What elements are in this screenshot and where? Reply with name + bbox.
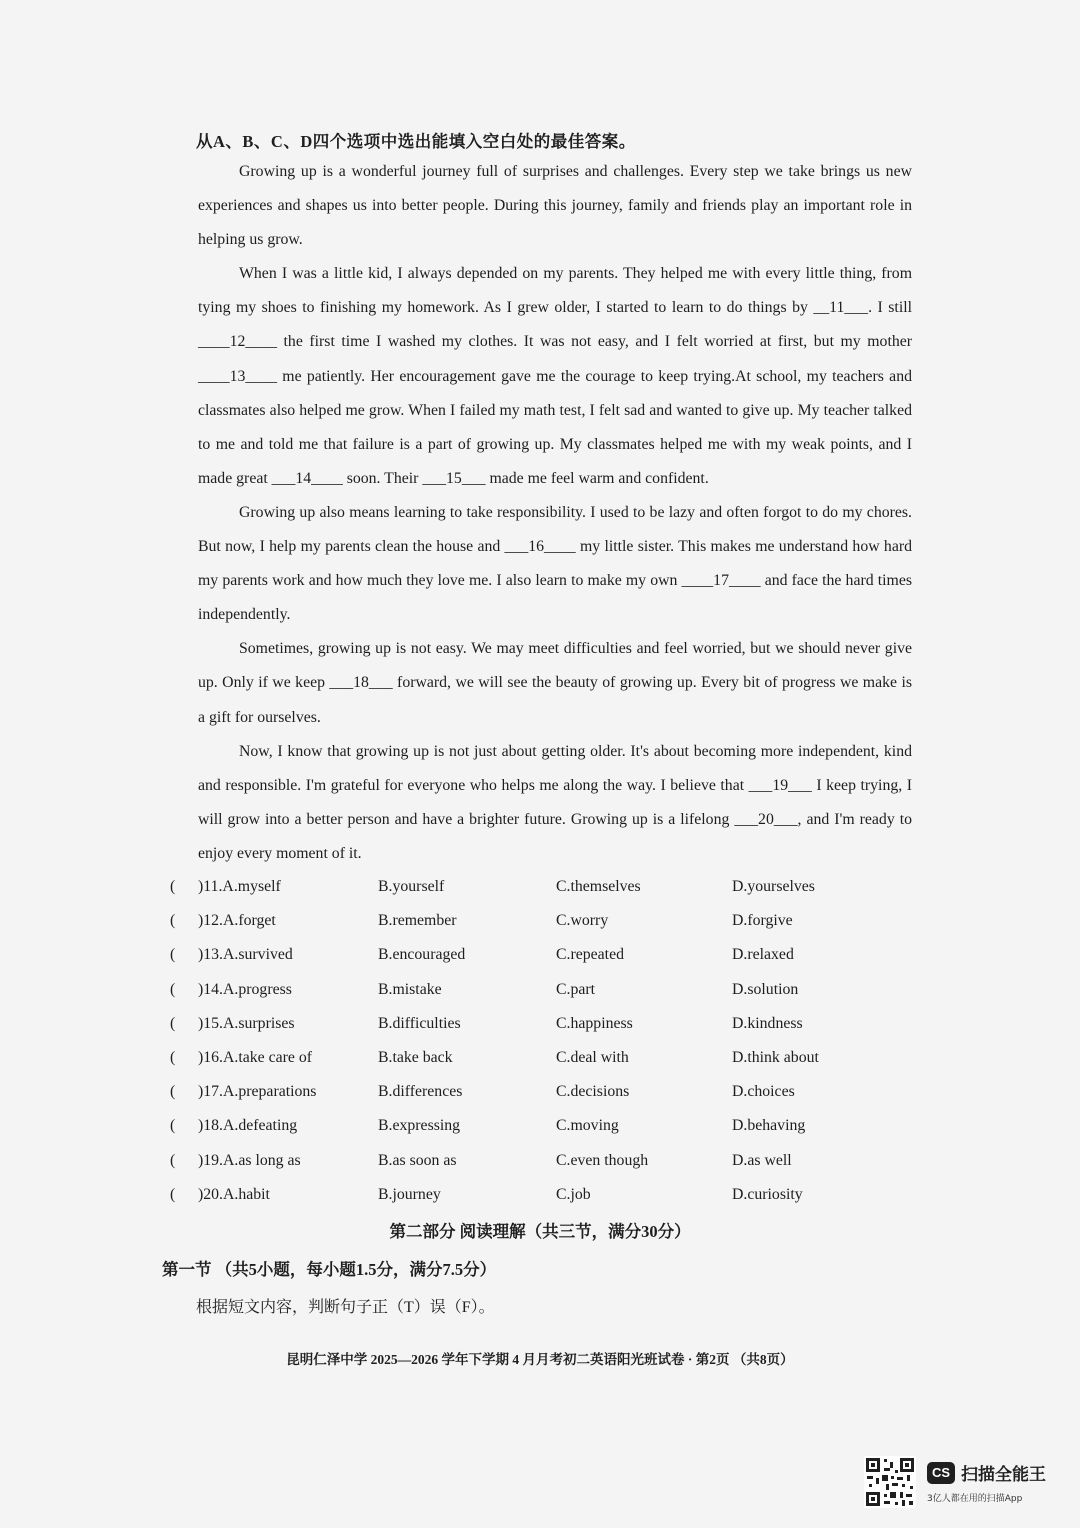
option-c: C.worry — [556, 912, 609, 930]
answer-bracket: ( — [170, 1083, 176, 1101]
cloze-instruction: 从A、B、C、D四个选项中选出能填入空白处的最佳答案。 — [196, 132, 636, 151]
option-d: D.curiosity — [732, 1185, 803, 1203]
answer-bracket: ( — [170, 980, 176, 998]
answer-bracket: ( — [170, 946, 176, 964]
options-list — [170, 870, 870, 1212]
watermark-app-name: 扫描全能王 — [961, 1465, 1046, 1485]
question-row — [170, 1041, 870, 1075]
cloze-passage — [198, 155, 912, 871]
option-b: B.mistake — [378, 980, 442, 998]
passage-paragraph: Growing up is a wonderful journey full of surprises and challenges. Every step we take brings us new experiences and shapes us into better people. During this journey, family and friends play an important role in helping us grow. — [198, 163, 912, 249]
option-a: )13.A.survived — [198, 946, 293, 964]
question-row — [170, 1007, 870, 1041]
option-b: B.as soon as — [378, 1151, 457, 1169]
option-b: B.journey — [378, 1185, 441, 1203]
answer-bracket: ( — [170, 1117, 176, 1135]
question-row — [170, 973, 870, 1007]
answer-bracket: ( — [170, 1014, 176, 1032]
option-b: B.remember — [378, 912, 457, 930]
option-c: C.deal with — [556, 1048, 629, 1066]
option-d: D.forgive — [732, 912, 793, 930]
option-c: C.decisions — [556, 1083, 630, 1101]
option-a: )18.A.defeating — [198, 1117, 298, 1135]
option-d: D.solution — [732, 980, 799, 998]
option-d: D.choices — [732, 1083, 795, 1101]
option-a: )16.A.take care of — [198, 1048, 313, 1066]
option-d: D.kindness — [732, 1014, 803, 1032]
answer-bracket: ( — [170, 1151, 176, 1169]
section-one-heading: 第一节 （共5小题，每小题1.5分，满分7.5分） — [162, 1260, 497, 1279]
option-b: B.encouraged — [378, 946, 466, 964]
option-a: )12.A.forget — [198, 912, 276, 930]
true-false-instruction: 根据短文内容，判断句子正（T）误（F）。 — [196, 1299, 495, 1316]
question-row — [170, 870, 870, 904]
option-c: C.happiness — [556, 1014, 633, 1032]
option-d: D.think about — [732, 1048, 819, 1066]
option-c: C.part — [556, 980, 596, 998]
camscanner-logo: CS — [927, 1462, 955, 1484]
option-b: B.take back — [378, 1048, 453, 1066]
qr-code-icon — [864, 1456, 916, 1508]
question-row — [170, 938, 870, 972]
option-c: C.job — [556, 1185, 591, 1203]
passage-paragraph: When I was a little kid, I always depended on my parents. They helped me with every little thing, from tying my shoes to finishing my homework. As I grew older, I started to learn to do things by __11___. I still ____12____ the first time I washed my clothes. It was not easy, and I felt worried at first, but my mother ____13____ me patiently. Her encouragement gave me the courage to keep trying.At school, my teachers and classmates also helped me grow. When I failed my math test, I felt sad and wanted to give up. My teacher talked to me and told me that failure is a part of growing up. My classmates helped me with my weak points, and I made great ___14____ soon. Their ___15___ made me feel warm and confident. — [198, 265, 912, 487]
option-a: )15.A.surprises — [198, 1014, 295, 1032]
question-row — [170, 1075, 870, 1109]
option-c: C.repeated — [556, 946, 624, 964]
answer-bracket: ( — [170, 1048, 176, 1066]
option-a: )14.A.progress — [198, 980, 292, 998]
passage-paragraph: Growing up also means learning to take responsibility. I used to be lazy and often forgot to do my chores. But now, I help my parents clean the house and ___16____ my little sister. This makes me understand how hard my parents work and how much they love me. I also learn to make my own ____17____ and face the hard times independently. — [198, 503, 912, 624]
question-row — [170, 1109, 870, 1143]
option-b: B.expressing — [378, 1117, 461, 1135]
option-a: )11.A.myself — [198, 878, 281, 895]
option-a: )20.A.habit — [198, 1185, 270, 1203]
passage-paragraph: Sometimes, growing up is not easy. We may meet difficulties and feel worried, but we should never give up. Only if we keep ___18___ forward, we will see the beauty of growing up. Every bit of progress we make is a gift for ourselves. — [198, 640, 912, 726]
scanner-watermark — [864, 1456, 1064, 1512]
option-b: B.yourself — [378, 878, 445, 895]
option-b: B.difficulties — [378, 1014, 461, 1032]
passage-paragraph: Now, I know that growing up is not just about getting older. It's about becoming more independent, kind and responsible. I'm grateful for everyone who helps me along the way. I believe that ___19___ I keep trying, I will grow into a better person and have a brighter future. Growing up is a lifelong ___20___, and I'm ready to enjoy every moment of it. — [198, 742, 912, 862]
option-d: D.behaving — [732, 1117, 806, 1135]
part-two-heading: 第二部分 阅读理解（共三节，满分30分） — [389, 1222, 691, 1241]
option-b: B.differences — [378, 1083, 463, 1101]
question-row — [170, 1144, 870, 1178]
option-d: D.relaxed — [732, 946, 794, 964]
answer-bracket: ( — [170, 912, 176, 930]
answer-bracket: ( — [170, 1185, 176, 1203]
option-c: C.even though — [556, 1151, 649, 1169]
option-a: )17.A.preparations — [198, 1083, 317, 1101]
option-d: D.as well — [732, 1151, 792, 1169]
answer-bracket: ( — [170, 878, 176, 895]
question-row — [170, 904, 870, 938]
question-row — [170, 1178, 870, 1212]
watermark-tagline: 3亿人都在用的扫描App — [927, 1494, 1023, 1504]
option-c: C.moving — [556, 1117, 619, 1135]
option-d: D.yourselves — [732, 878, 815, 895]
option-a: )19.A.as long as — [198, 1151, 301, 1169]
page-footer: 昆明仁泽中学 2025—2026 学年下学期 4 月月考初二英语阳光班试卷 · 第2页 （共8页） — [286, 1352, 794, 1367]
option-c: C.themselves — [556, 878, 641, 895]
